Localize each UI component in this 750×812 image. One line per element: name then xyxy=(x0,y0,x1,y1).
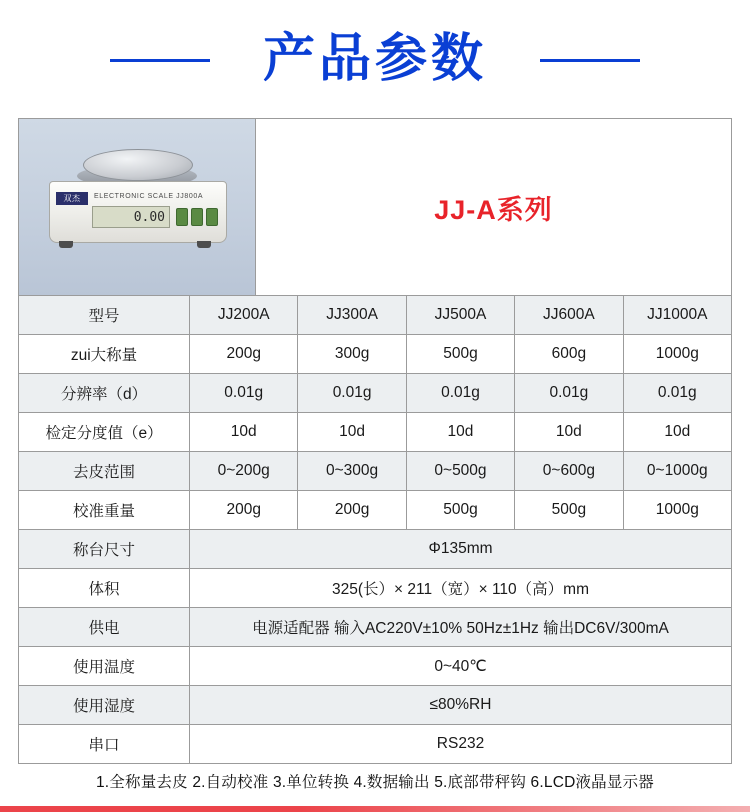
table-cell: 500g xyxy=(406,335,514,374)
table-cell-merged: ≤80%RH xyxy=(190,686,732,725)
table-cell: 10d xyxy=(515,413,623,452)
table-cell: 1000g xyxy=(623,491,731,530)
table-cell: 10d xyxy=(623,413,731,452)
scale-key xyxy=(206,208,218,226)
scale-key xyxy=(176,208,188,226)
table-row xyxy=(19,530,732,569)
row-label: 型号 xyxy=(19,296,190,335)
table-cell: 1000g xyxy=(623,335,731,374)
table-cell-merged: 0~40℃ xyxy=(190,647,732,686)
row-label: 使用湿度 xyxy=(19,686,190,725)
page-header xyxy=(0,0,750,118)
table-row xyxy=(19,374,732,413)
table-row xyxy=(19,413,732,452)
table-cell: JJ1000A xyxy=(623,296,731,335)
table-cell: 0.01g xyxy=(406,374,514,413)
scale-key xyxy=(191,208,203,226)
scale-foot-left xyxy=(59,241,73,248)
row-label: 使用温度 xyxy=(19,647,190,686)
row-label: 检定分度值（e） xyxy=(19,413,190,452)
spec-table-body xyxy=(19,296,732,764)
table-cell: 10d xyxy=(298,413,406,452)
table-row xyxy=(19,725,732,764)
table-cell: 0.01g xyxy=(190,374,298,413)
spec-table xyxy=(18,295,732,764)
table-cell: 10d xyxy=(190,413,298,452)
table-cell: JJ300A xyxy=(298,296,406,335)
table-row xyxy=(19,569,732,608)
header-rule-left xyxy=(110,59,210,62)
series-name: JJ-A系列 xyxy=(434,194,553,225)
table-cell-merged: Φ135mm xyxy=(190,530,732,569)
footer-accent-bar xyxy=(0,806,750,812)
table-row xyxy=(19,608,732,647)
scale-pan xyxy=(83,149,193,181)
table-cell: 0.01g xyxy=(623,374,731,413)
row-label: zui大称量 xyxy=(19,335,190,374)
table-row xyxy=(19,491,732,530)
scale-keypad xyxy=(176,208,218,226)
product-overview-panel xyxy=(18,118,732,295)
table-cell-merged: 325(长）× 211（宽）× 110（高）mm xyxy=(190,569,732,608)
table-cell: 0.01g xyxy=(298,374,406,413)
table-cell: 0~500g xyxy=(406,452,514,491)
scale-body xyxy=(49,181,227,243)
row-label: 校准重量 xyxy=(19,491,190,530)
table-cell: JJ600A xyxy=(515,296,623,335)
scale-model-label: ELECTRONIC SCALE JJ800A xyxy=(94,193,204,200)
series-name-cell xyxy=(256,119,731,295)
table-row xyxy=(19,296,732,335)
table-cell: 0~300g xyxy=(298,452,406,491)
table-cell: 600g xyxy=(515,335,623,374)
table-cell: JJ200A xyxy=(190,296,298,335)
table-cell: 200g xyxy=(190,335,298,374)
table-cell: 0.01g xyxy=(515,374,623,413)
table-cell: 500g xyxy=(406,491,514,530)
table-cell: 300g xyxy=(298,335,406,374)
table-row xyxy=(19,686,732,725)
scale-brand-label: 双杰 xyxy=(56,192,88,205)
row-label: 体积 xyxy=(19,569,190,608)
table-row xyxy=(19,452,732,491)
row-label: 称台尺寸 xyxy=(19,530,190,569)
row-label: 供电 xyxy=(19,608,190,647)
table-cell: 0~600g xyxy=(515,452,623,491)
table-cell: 10d xyxy=(406,413,514,452)
page-title: 产品参数 xyxy=(235,33,515,85)
table-row xyxy=(19,335,732,374)
product-photo xyxy=(19,119,256,295)
table-cell: JJ500A xyxy=(406,296,514,335)
table-cell: 200g xyxy=(298,491,406,530)
table-cell: 0~200g xyxy=(190,452,298,491)
scale-display: 0.00 xyxy=(92,206,170,228)
header-rule-right xyxy=(540,59,640,62)
feature-note: 1.全称量去皮 2.自动校准 3.单位转换 4.数据输出 5.底部带秤钩 6.LCD液晶显示器 xyxy=(95,774,654,791)
table-cell: 500g xyxy=(515,491,623,530)
table-row xyxy=(19,647,732,686)
table-cell: 200g xyxy=(190,491,298,530)
row-label: 串口 xyxy=(19,725,190,764)
table-cell-merged: RS232 xyxy=(190,725,732,764)
table-cell: 0~1000g xyxy=(623,452,731,491)
row-label: 去皮范围 xyxy=(19,452,190,491)
table-cell-merged: 电源适配器 输入AC220V±10% 50Hz±1Hz 输出DC6V/300mA xyxy=(190,608,732,647)
scale-foot-right xyxy=(197,241,211,248)
scale-illustration xyxy=(19,119,255,295)
row-label: 分辨率（d） xyxy=(19,374,190,413)
